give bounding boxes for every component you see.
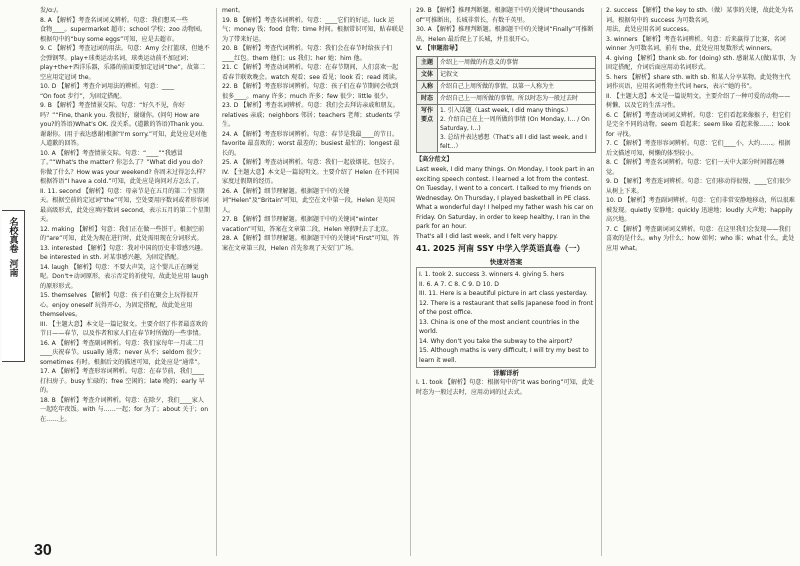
answer-explanation-line: 7. C 【解析】考查形容词辨析。句意：它们____小，大约……。根据后文描述可知，树懒的体型较小。 [606, 140, 791, 157]
section-title: 2025 河南 SSY 中学入学英语真卷（一） [432, 244, 585, 254]
guide-row-header: 写作要点 [417, 105, 438, 153]
guide-row-header: 主题 [417, 57, 438, 69]
answer-explanation-line: II. 【主题大意】本文是一篇说明文。主要介绍了一种可爱的动物——树懒，以及它的生活习性。 [606, 92, 791, 109]
answer-explanation-line: 6. C 【解析】考查动词词义辨析。句意：它们看起来像猴子，但它们是完全不同的动物。seem 看起来；seem like 看起来像……；look for 寻找。 [606, 111, 791, 138]
answer-explanation-line: 16. A 【解析】考查副词辨析。句意：我们家每年一月或二月____庆祝春节。usually 通常；never 从不；seldom 很少；sometimes 有时。根据后文的描述可知，此处应是“通常”。 [40, 339, 205, 366]
quick-answer-line: 14. Why don't you take the subway to the airport? [419, 337, 573, 345]
guide-row-header: 时态 [417, 93, 438, 105]
quick-answer-line: II. 6. A 7. C 8. C 9. D 10. D [419, 280, 499, 288]
quick-answer-line: 15. Although maths is very difficult, I will try my best to learn it well. [419, 347, 589, 364]
answer-explanation-line: 8. C 【解析】考查名词辨析。句意：它们一天中大部分时间都在睡觉。 [606, 159, 785, 176]
answer-explanation-line: 29. B 【解析】推理判断题。根据题干中的关键词“thousands of”可推断出，长城非常长，有数千英里。 [416, 7, 585, 24]
guide-row [417, 93, 596, 105]
answer-explanation-line: 12. making 【解析】句意：我们正在做一些饼干。根据空前的“are”可知，此处为现在进行时，此处需用现在分词形式。 [40, 225, 205, 242]
guide-row-text: 介绍自己上周所做的事情，以第一人称为主 [438, 81, 596, 93]
answer-explanation-line: 10. A 【解析】考查情景交际。句意：“____”“我感冒了。”“What's the matter? 你怎么了？”What did you do? 你做了什么？How was your weekend? 你周末过得怎么样？根据答语“I have a cold.”可知，此处应是询问对方怎么了。 [40, 149, 209, 185]
answer-explanation-line: 5. hers 【解析】share sth. with sb. 和某人分享某物。此处物主代词作宾语，应用名词性物主代词 hers，表示“她的书”。 [606, 73, 791, 90]
column-divider [601, 8, 602, 556]
answer-explanation-line: III. 【主题大意】本文是一篇记叙文。主要介绍了作者最喜欢的节日——春节，以及作者和家人们在春节时所做的一些事情。 [40, 320, 208, 337]
answer-explanation-line: 24. A 【解析】考查形容词辨析。句意：春节是我最____的节日。favorite 最喜欢的；worst 最差的；busiest 最忙的；longest 最长的。 [222, 130, 400, 157]
guide-row-text: 1. 引入话题（Last week, I did many things.） 2. 介绍自己在上一周所做的事情 (On Monday, I... / On Saturday, I...) 3. 总结并表达感想（That's all I did last week, and I felt...） [438, 105, 596, 153]
answer-explanation-line: 21. C 【解析】考查动词辨析。句意：在春节期间，人们喜欢一起看春节联欢晚会。watch 观看；see 看见；look 看；read 阅读。 [222, 64, 401, 81]
quick-answer-line: 12. There is a restaurant that sells Japanese food in front of the post office. [419, 299, 593, 317]
column-4 [606, 6, 796, 534]
page-number: 30 [34, 542, 52, 559]
guide-row [417, 69, 596, 81]
answer-explanation-line: 10. D 【解析】考查介词用法的辨析。句意：____ [40, 83, 175, 90]
answer-explanation-line: 28. A 【解析】细节理解题。根据题干中的关键词“First”可知，答案在文章第三段，Helen 首先参观了天安门广场。 [222, 235, 400, 252]
side-tab-line2: 河南 [7, 259, 18, 277]
answer-explanation-line: 用法，此处应用名词 success。 [606, 26, 693, 33]
quick-answer-line: I. 1. took 2. success 3. winners 4. giving 5. hers [419, 271, 565, 279]
answer-explanation-line: 3. winners 【解析】考查名词辨析。句意：后来赢得了比赛，名词 winner 为可数名词，前有 the，此处应用复数形式 winners。 [606, 35, 786, 52]
answer-explanation-line: 27. B 【解析】细节理解题。根据题干中的关键词“winter vacation”可知，答案在文章第二段，Helen 寒假时去了北京。 [222, 216, 393, 233]
quick-answer-line: 13. China is one of the most ancient countries in the world. [419, 318, 580, 336]
answer-explanation-line: 20. B 【解析】考查代词辨析。句意：我们会在春节时给孩子们____红包。them 他们；us 我们；her 她；him 他。 [222, 45, 393, 62]
sample-essay-label: 【高分范文】 [416, 156, 453, 164]
quick-answers-box [416, 267, 596, 368]
guide-row [417, 81, 596, 93]
answer-explanation-line: 18. B 【解析】考查介词辨析。句意：在除夕，我们____家人一起吃年夜饭。with 与……一起；for 为了；about 关于；on 在……上。 [40, 396, 209, 423]
answer-explanation-line: 30. A 【解析】推理判断题。根据题干中的关键词“Finally”可推断出，Helen 最后爬上了长城，并且很开心。 [416, 26, 594, 43]
guide-row-text: 介绍自己上一周所做的事情，所以时态为一般过去时 [438, 93, 596, 105]
side-tab-line1: 名校真卷 [7, 217, 18, 253]
writing-guide-table [416, 56, 596, 153]
column-divider [410, 8, 411, 556]
answer-explanation-line: 17. A 【解析】考查形容词辨析。句意：在春节前，我们____打扫房子。busy 忙碌的；free 空闲的；late 晚的；early 早的。 [40, 368, 205, 394]
answer-explanation-line: 7. C 【解析】考查副词词义辨析。句意：在这里我们会发现——我们喜欢的是什么。why 为什么；how 如何；who 谁；what 什么，此处应用 what。 [606, 225, 795, 252]
section-heading [416, 243, 596, 255]
column-divider [216, 8, 217, 556]
answer-explanation-line: 食物____。supermarket 超市；school 学校；zoo 动物园。根据句中的“buy some eggs”可知，应是去超市。 [40, 26, 207, 43]
column-2 [222, 6, 404, 534]
guide-row [417, 57, 596, 69]
answer-explanation-line: 9. C 【解析】考查冠词的用法。句意：Amy 会打篮球，但她不会弹钢琴。play+球类运动名词，球类运动前不加冠词；play+the+西洋乐器，乐器的前面要加定冠词“the”，故第二空应用定冠词 the。 [40, 45, 210, 81]
answer-explanation-line: 25. A 【解析】考查动词辨析。句意：我们一起放烟花、包饺子。 [222, 159, 399, 166]
answer-explanation-line: 23. D 【解析】考查名词辨析。句意：我们会去拜访亲戚和朋友。relatives 亲戚；neighbors 邻居；teachers 老师；students 学生。 [222, 102, 401, 128]
answer-explanation-line: 发/ɑ:/。 [40, 7, 63, 14]
detail-label: 详解详析 [493, 369, 519, 378]
answer-explanation-line: 10. D 【解析】考查副词辨析。句意：它们非常安静地移动，所以很难被发现。quietly 安静地；quickly 迅速地；loudly 大声地；happily 高兴地。 [606, 197, 795, 223]
column-1 [40, 6, 210, 534]
section-number: 41. [416, 244, 431, 254]
answer-explanation-line: “On foot 步行”，为固定搭配。 [40, 92, 126, 100]
guide-row-header: 人称 [417, 81, 438, 93]
sample-essay-paragraph: That's all I did last week, and I felt very happy. [416, 232, 558, 240]
answer-explanation-line: 15. themselves 【解析】句意：孩子们在聚会上玩得很开心。enjoy oneself 玩得开心，为固定搭配，故此处应用 themselves。 [40, 292, 199, 318]
answer-explanation-line: 4. giving 【解析】thank sb. for (doing) sth. 感谢某人(做)某事，为固定搭配，介词后面应用动名词形式。 [606, 54, 796, 71]
guide-row-text: 介绍上一周做的有意义的事情 [438, 57, 596, 69]
answer-explanation-line: ment。 [222, 7, 245, 14]
column-3 [416, 6, 596, 534]
answer-explanation-line: 14. laugh 【解析】句意：不要大声笑，这个婴儿正在睡觉呢。Don't+动词原形，表示否定的祈使句，故此处应用 laugh 的原形形式。 [40, 263, 209, 290]
sample-essay-paragraph: Last week, I did many things. On Monday, I took part in an exciting speech contest. I learned a lot from the contest. On Tuesday, I went to a concert. I talked to my friends on Wednesday. On Thursday, I played basketball in PE class. What a wonderful day! I helped my father wash his car on Friday. On Saturday, in order to keep healthy, I ran in the park for an hour. [416, 166, 595, 231]
quick-answer-line: III. 11. Here is a beautiful picture in art class yesterday. [419, 290, 588, 298]
answer-explanation-line: I. 1. took 【解析】句意：根据句中的“it was boring”可知，此处时态为一般过去时，应用动词的过去式。 [416, 379, 595, 396]
table-label: V. 【审题指导】 [416, 45, 461, 52]
guide-row [417, 105, 596, 153]
answer-explanation-line: 13. interested 【解析】句意：我对中国的历史非常感兴趣。be interested in sth. 对某事感兴趣，为固定搭配。 [40, 244, 207, 261]
answer-explanation-line: 22. B 【解析】考查形容词辨析。句意：孩子们在春节期间会收到很多____。many 许多；much 许多；few 很少；little 很少。 [222, 83, 399, 100]
quick-answers-label: 快速对答案 [489, 258, 523, 267]
answer-explanation-line: 26. A 【解析】细节理解题。根据题干中的关键词“Helen”及“Britain”可知，此空在文中第一段，Helen 是英国人。 [222, 187, 395, 214]
answer-explanation-line: 9. D 【解析】考查连词辨析。句意：它们移动得很慢，____它们很少从树上下来。 [606, 178, 792, 195]
guide-row-header: 文体 [417, 69, 438, 81]
answer-explanation-line: 2. success 【解析】the key to sth.（做）某事的关键，故此处为名词。根据句中的 success 为可数名词， [606, 7, 794, 24]
answer-explanation-line: 19. B 【解析】考查名词辨析。句意：____它们的好运。luck 运气；money 钱；food 食物；time 时间。根据常识可知，贴春联是为了带来好运。 [222, 16, 404, 43]
answer-explanation-line: IV. 【主题大意】本文是一篇说明文。主要介绍了 Helen 在不同国家度过假期的经历。 [222, 168, 399, 185]
answer-explanation-line: II. 11. second 【解析】句意：母亲节是在五月的第二个星期天。根据空前的定冠词“the”可知，空处要用序数词或者形容词最高级形式，此处应填序数词 second，表示五月的第二个星期天。 [40, 187, 210, 223]
answer-explanation-line: 9. B 【解析】考查情景交际。句意：“好久不见，你好吗？”“Fine, thank you. 我很好，谢谢你。(问句 How are you?的答语)What's OK. 没关系。(道歉的答语)Thank you. 谢谢你。(用于表达感谢)根据“I'm sorry.”可知，此处应是对他人道歉的回答。 [40, 102, 207, 147]
answer-explanation-line: 8. A 【解析】考查名词词义辨析。句意：我们想买一些 [40, 16, 188, 24]
guide-row-text: 记叙文 [438, 69, 596, 81]
side-tab [2, 210, 25, 362]
